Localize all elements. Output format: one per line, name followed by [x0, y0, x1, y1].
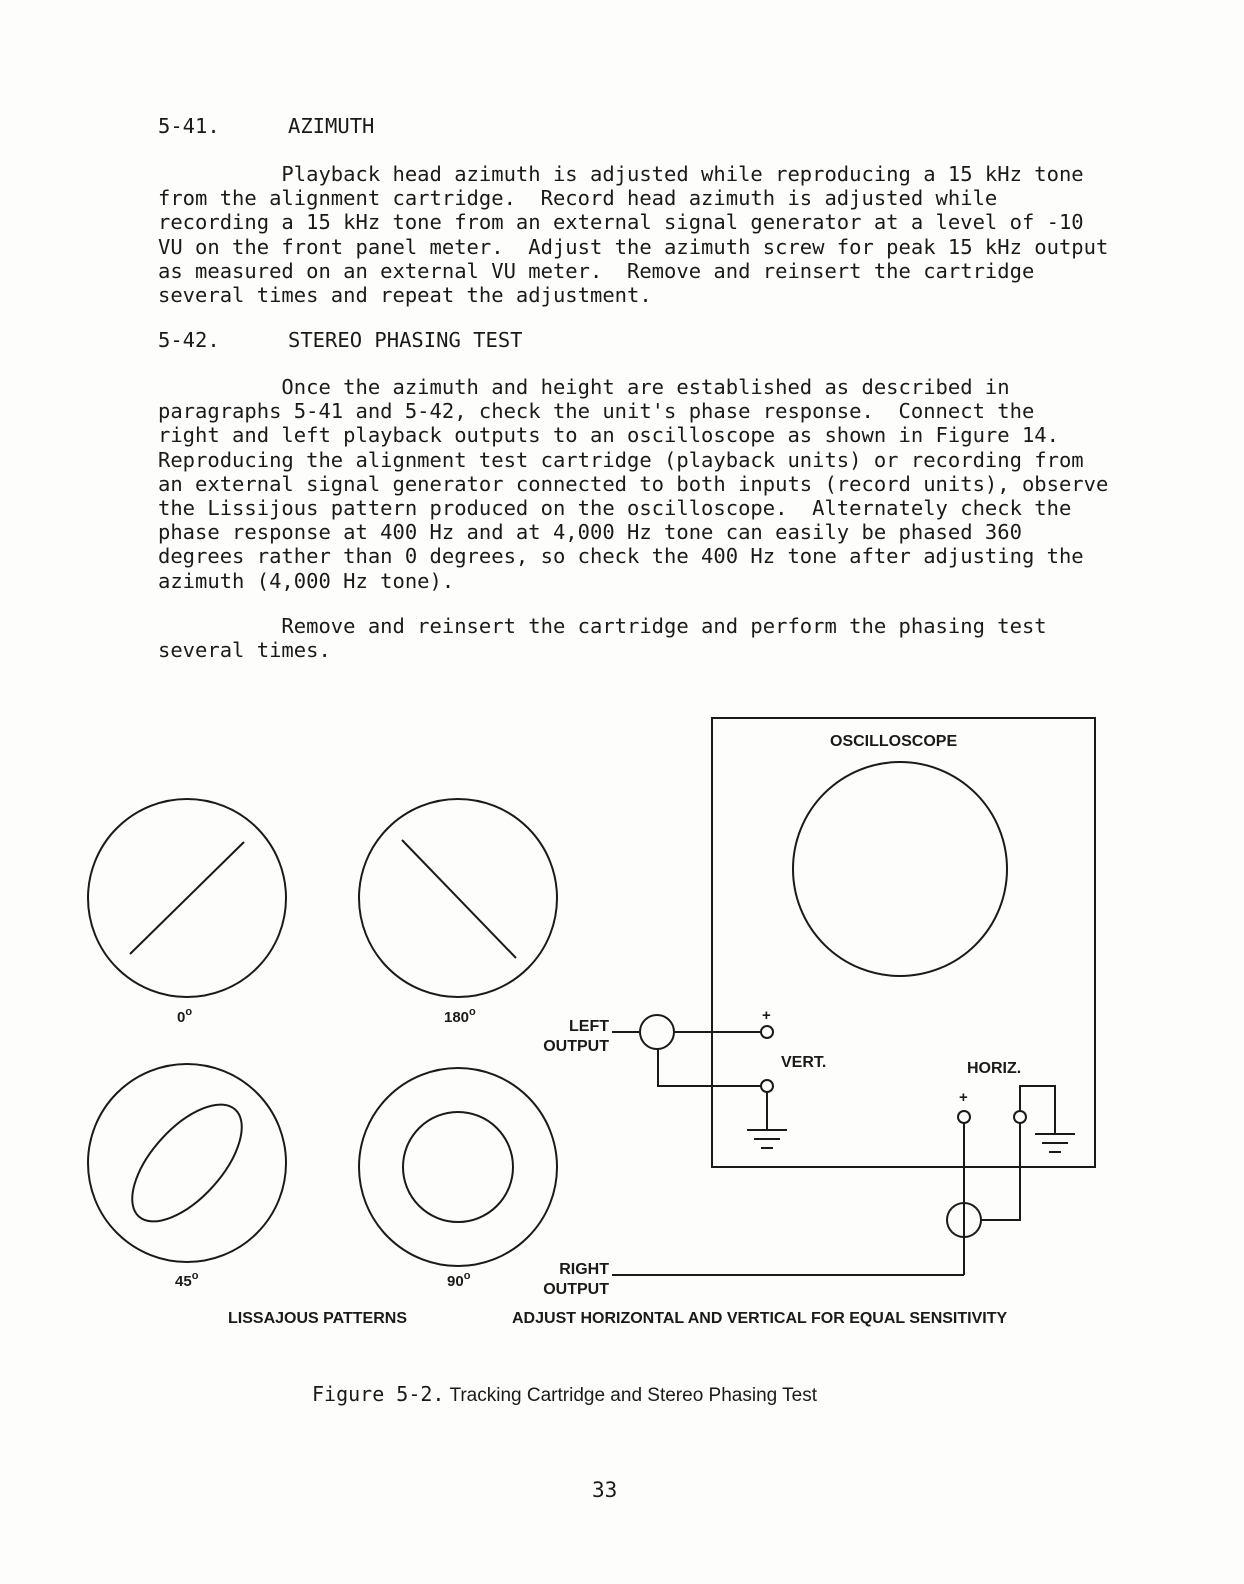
vert-plus-sign: + — [762, 1007, 771, 1024]
phasing-paragraph: Once the azimuth and height are established as described in paragraphs 5-41 and 5-42, check the unit's phase response. Connect the right and left playback outputs to an oscilloscope as shown in Figure 14. Reproducing the alignment test cartridge (playback units) or recording from an external signal generator connected to both inputs (record units), observe the Lissijous pattern produced on the oscilloscope. Alternately check the phase response at 400 Hz and at 4,000 Hz tone can easily be phased 360 degrees rather than 0 degrees, so check the 400 Hz tone after adjusting the azimuth (4,000 Hz tone). — [158, 375, 1109, 593]
section-number: 5-41. — [158, 114, 220, 138]
vert-label: VERT. — [781, 1054, 827, 1071]
left-output-label-line1: LEFT — [569, 1018, 609, 1035]
pattern-180-trace — [402, 840, 516, 958]
horiz-ground-terminal — [1014, 1111, 1026, 1123]
section-title: STEREO PHASING TEST — [288, 328, 523, 352]
reinsert-paragraph: Remove and reinsert the cartridge and perform the phasing test several times. — [158, 614, 1047, 663]
azimuth-paragraph: Playback head azimuth is adjusted while reproducing a 15 kHz tone from the alignment cartridge. Record head azimuth is adjusted while recording a 15 kHz tone from an external signal generator at a level of -10 VU on the front panel meter. Adjust the azimuth screw for peak 15 kHz output as measured on an external VU meter. Remove and reinsert the cartridge several times and repeat the adjustment. — [158, 162, 1109, 308]
pattern-45-trace — [113, 1086, 261, 1240]
horiz-label: HORIZ. — [967, 1060, 1022, 1077]
pattern-180-label: 180$^o$ — [444, 1006, 476, 1026]
section-title: AZIMUTH — [288, 114, 375, 138]
phasing-test-figure — [0, 700, 1244, 1350]
right-output-label-line1: RIGHT — [559, 1261, 609, 1278]
pattern-90-trace — [403, 1112, 513, 1222]
figure-caption-text: Tracking Cartridge and Stereo Phasing Test — [449, 1385, 817, 1406]
vert-plus-terminal — [761, 1026, 773, 1038]
pattern-90-circle — [359, 1068, 557, 1266]
adjust-caption: ADJUST HORIZONTAL AND VERTICAL FOR EQUAL SENSITIVITY — [512, 1310, 1008, 1327]
left-output-label-line2: OUTPUT — [543, 1038, 609, 1055]
figure-caption-label: Figure 5-2. — [312, 1382, 445, 1406]
right-output-label-line2: OUTPUT — [543, 1281, 609, 1298]
horiz-plus-terminal — [958, 1111, 970, 1123]
vert-ground-terminal — [761, 1080, 773, 1092]
figure-caption — [312, 1382, 817, 1407]
oscilloscope-label: OSCILLOSCOPE — [830, 733, 958, 750]
lissajous-caption: LISSAJOUS PATTERNS — [228, 1310, 407, 1327]
section-number: 5-42. — [158, 328, 220, 352]
left-output-jack — [640, 1015, 674, 1049]
section-heading-stereo-phasing — [158, 328, 523, 352]
oscilloscope-screen — [793, 762, 1007, 976]
section-heading-azimuth — [158, 114, 374, 138]
horiz-plus-sign: + — [959, 1089, 968, 1106]
pattern-90-label: 90$^o$ — [447, 1270, 471, 1290]
pattern-45-label: 45$^o$ — [175, 1270, 199, 1290]
page-number: 33 — [592, 1478, 618, 1502]
pattern-45-circle — [88, 1064, 286, 1262]
pattern-0-label: 0$^o$ — [177, 1006, 193, 1026]
oscilloscope-box — [712, 718, 1095, 1167]
pattern-0-trace — [130, 842, 244, 954]
